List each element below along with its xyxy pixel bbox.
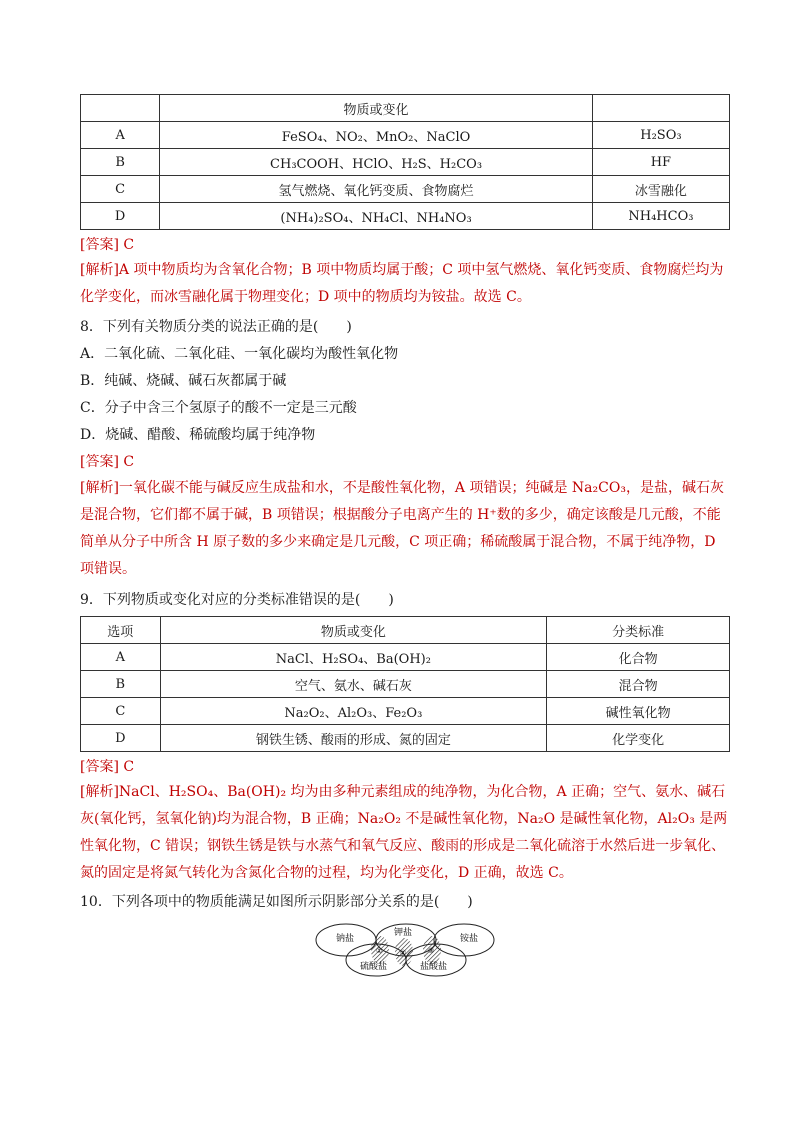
row-category: 混合物 <box>547 671 730 698</box>
q8-option-d: D．烧碱、醋酸、稀硫酸均属于纯净物 <box>80 427 316 443</box>
question-9-stem: 9．下列物质或变化对应的分类标准错误的是( ) <box>80 592 394 608</box>
venn-label-chloride: 盐酸盐 <box>420 962 448 972</box>
row-items: (NH₄)₂SO₄、NH₄Cl、NH₄NO₃ <box>160 203 593 230</box>
table-row <box>81 698 730 725</box>
row-label: D <box>81 725 161 752</box>
analysis-q9: [解析]NaCl、H₂SO₄、Ba(OH)₂ 均为由多种元素组成的纯净物，为化合物，A 正确；空气、氨水、碱石灰(氧化钙，氢氧化钠)均为混合物，B 正确；Na₂O₂ 不是碱性氧化物，Na₂O 是碱性氧化物，Al₂O₃ 是两性氧化物，C 错误；钢铁生锈是铁与水蒸气和氧气反应、酸雨的形成是二氧化硫溶于水然后进一步氧化、氮的固定是将氮气转化为含氮化合物的过程，均为化学变化，D 正确，故选 C。 <box>80 784 728 881</box>
venn-label-ammonium: 铵盐 <box>460 934 479 944</box>
row-label: B <box>81 671 161 698</box>
row-label: D <box>81 203 160 230</box>
analysis-q8: [解析]一氧化碳不能与碱反应生成盐和水，不是酸性氧化物，A 项错误；纯碱是 Na₂CO₃，是盐，碱石灰是混合物，它们都不属于碱，B 项错误；根据酸分子电离产生的 H⁺数的多少，确定该酸是几元酸，不能简单从分子中所含 H 原子数的多少来确定是几元酸，C 项正确；稀硫酸属于混合物，不属于纯净物，D 项错误。 <box>80 480 724 577</box>
table-row <box>81 644 730 671</box>
venn-label-sodium: 钠盐 <box>336 934 355 944</box>
answer-q8: [答案] C <box>80 454 135 470</box>
venn-label-potassium: 钾盐 <box>394 928 413 938</box>
row-category: 化合物 <box>547 644 730 671</box>
row-label: C <box>81 698 161 725</box>
row-extra: HF <box>592 149 729 176</box>
row-items: 氢气燃烧、氧化钙变质、食物腐烂 <box>160 176 593 203</box>
table-q7 <box>80 94 730 230</box>
header-cell: 选项 <box>81 617 161 644</box>
header-cell: 分类标准 <box>547 617 730 644</box>
table-header-row <box>81 617 730 644</box>
analysis-q7: [解析]A 项中物质均为含氧化合物；B 项中物质均属于酸；C 项中氢气燃烧、氧化钙变质、食物腐烂均为化学变化，而冰雪融化属于物理变化；D 项中的物质均为铵盐。故选 C。 <box>80 262 724 305</box>
table-row <box>81 725 730 752</box>
row-category: 碱性氧化物 <box>547 698 730 725</box>
header-cell <box>81 95 160 122</box>
question-10-stem: 10．下列各项中的物质能满足如图所示阴影部分关系的是( ) <box>80 894 473 910</box>
table-q9 <box>80 616 730 752</box>
table-row <box>81 176 730 203</box>
venn-mark-2: ② <box>400 949 407 957</box>
row-label: C <box>81 176 160 203</box>
header-cell: 物质或变化 <box>160 617 547 644</box>
row-items: 钢铁生锈、酸雨的形成、氮的固定 <box>160 725 547 752</box>
row-items: NaCl、H₂SO₄、Ba(OH)₂ <box>160 644 547 671</box>
row-extra: NH₄HCO₃ <box>592 203 729 230</box>
header-cell <box>592 95 729 122</box>
question-8-stem: 8．下列有关物质分类的说法正确的是( ) <box>80 319 352 335</box>
answer-q7: [答案] C <box>80 237 135 253</box>
table-row <box>81 203 730 230</box>
row-label: A <box>81 644 161 671</box>
row-items: Na₂O₂、Al₂O₃、Fe₂O₃ <box>160 698 547 725</box>
venn-mark-3: ③ <box>428 947 435 955</box>
q8-option-a: A．二氧化硫、二氧化硅、一氧化碳均为酸性氧化物 <box>80 346 399 362</box>
row-label: B <box>81 149 160 176</box>
table-row <box>81 122 730 149</box>
venn-diagram <box>314 922 496 978</box>
row-label: A <box>81 122 160 149</box>
row-items: 空气、氨水、碱石灰 <box>160 671 547 698</box>
venn-mark-1: ① <box>376 947 383 955</box>
row-category: 化学变化 <box>547 725 730 752</box>
q8-option-b: B．纯碱、烧碱、碱石灰都属于碱 <box>80 373 287 389</box>
row-items: FeSO₄、NO₂、MnO₂、NaClO <box>160 122 593 149</box>
row-extra: H₂SO₃ <box>592 122 729 149</box>
answer-q9: [答案] C <box>80 759 135 775</box>
table-header-row <box>81 95 730 122</box>
row-items: CH₃COOH、HClO、H₂S、H₂CO₃ <box>160 149 593 176</box>
row-extra: 冰雪融化 <box>592 176 729 203</box>
table-row <box>81 149 730 176</box>
table-row <box>81 671 730 698</box>
header-cell: 物质或变化 <box>160 95 593 122</box>
venn-label-sulfate: 硫酸盐 <box>360 962 388 972</box>
q8-option-c: C．分子中含三个氢原子的酸不一定是三元酸 <box>80 400 357 416</box>
